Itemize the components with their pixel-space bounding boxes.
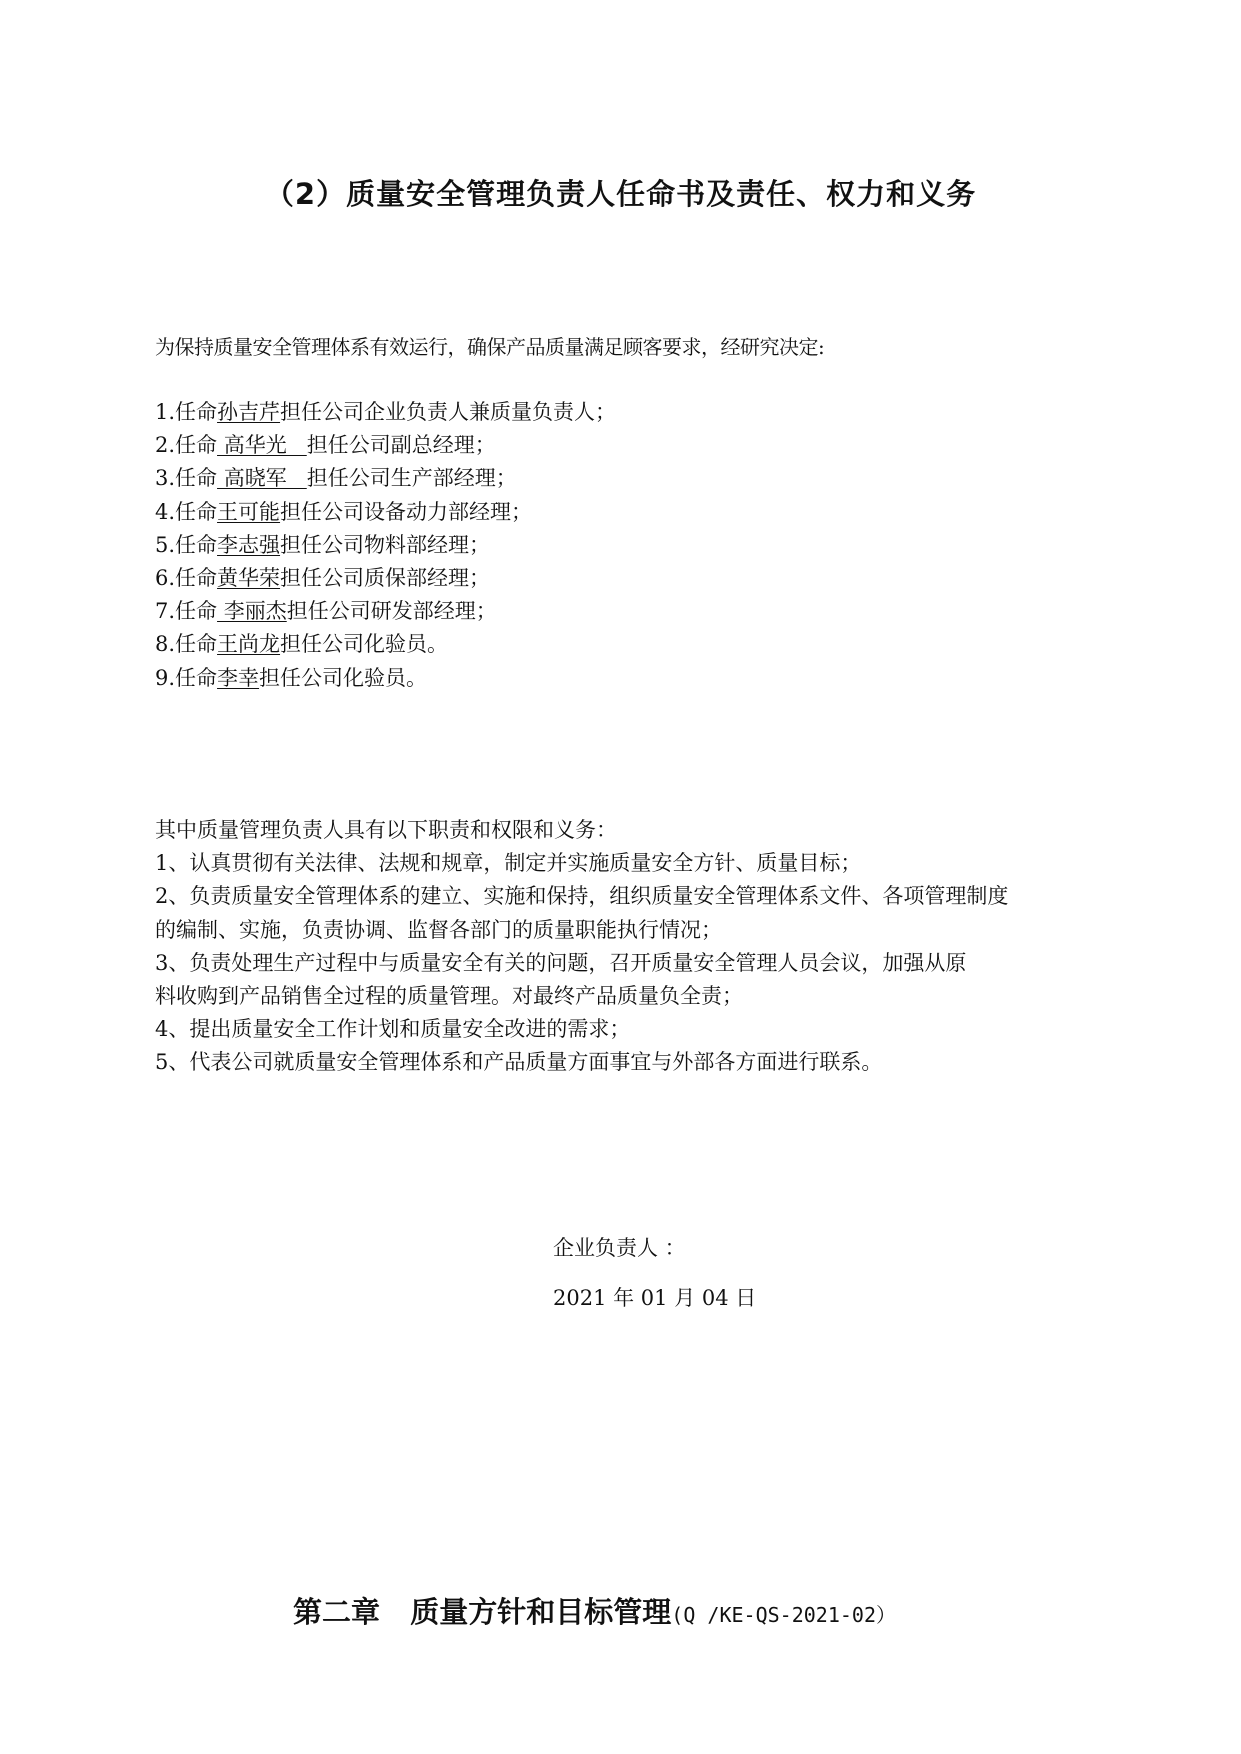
appointee-name: 王尚龙 xyxy=(217,632,281,657)
chapter-code: (Q /KE-QS-2021-02） xyxy=(671,1603,896,1627)
signer-label: 企业负责人 ： xyxy=(553,1236,686,1260)
appointment-prefix: 3.任命 xyxy=(155,466,218,491)
appointment-prefix: 5.任命 xyxy=(155,532,218,557)
appointment-role: 担任公司副总经理； xyxy=(306,433,496,458)
appointment-role: 担任公司研发部经理； xyxy=(286,599,497,624)
appointment-role: 担任公司化验员。 xyxy=(259,665,428,690)
duties-heading: 其中质量管理负责人具有以下职责和权限和义务： xyxy=(155,818,617,842)
appointment-role: 担任公司企业负责人兼质量负责人； xyxy=(280,400,617,424)
appointment-item xyxy=(155,462,616,495)
duty-line: 5、代表公司就质量安全管理体系和产品质量方面事宜与外部各方面进行联系。 xyxy=(155,1050,883,1075)
appointment-item xyxy=(155,496,616,529)
duties-section xyxy=(155,814,1115,1080)
appointee-name: 王可能 xyxy=(217,499,281,524)
chapter-title: 第二章 质量方针和目标管理 xyxy=(293,1595,672,1629)
duty-line: 4、提出质量安全工作计划和质量安全改进的需求； xyxy=(155,1017,631,1042)
intro-paragraph: 为保持质量安全管理体系有效运行，确保产品质量满足顾客要求，经研究决定: xyxy=(155,335,825,359)
appointment-item xyxy=(155,628,616,661)
appointment-item xyxy=(155,562,616,595)
appointment-prefix: 9.任命 xyxy=(155,665,218,690)
duty-line: 的编制、实施，负责协调、监督各部门的质量职能执行情况； xyxy=(155,917,722,942)
appointment-prefix: 6.任命 xyxy=(155,565,218,590)
appointment-prefix: 2.任命 xyxy=(155,433,218,458)
appointment-role: 担任公司设备动力部经理； xyxy=(280,499,533,524)
duty-line: 料收购到产品销售全过程的质量管理。对最终产品质量负全责； xyxy=(155,983,743,1008)
duty-line: 2、负责质量安全管理体系的建立、实施和保持，组织质量安全管理体系文件、各项管理制度 xyxy=(155,884,1009,909)
appointment-role: 担任公司物料部经理； xyxy=(280,532,491,557)
duty-line: 1、认真贯彻有关法律、法规和规章，制定并实施质量安全方针、质量目标； xyxy=(155,851,862,876)
appointment-prefix: 4.任命 xyxy=(155,499,218,524)
appointee-name: 李丽杰 xyxy=(217,599,287,624)
appointment-role: 担任公司化验员。 xyxy=(280,632,449,657)
chapter-heading xyxy=(293,1590,896,1631)
appointee-name: 高华光 xyxy=(217,433,307,458)
appointee-name: 高晓军 xyxy=(217,466,307,491)
appointee-name: 李幸 xyxy=(217,665,260,690)
appointment-item xyxy=(155,429,616,462)
appointment-prefix: 8.任命 xyxy=(155,632,218,657)
appointment-role: 担任公司质保部经理； xyxy=(280,565,491,590)
appointment-item xyxy=(155,529,616,562)
duty-line: 3、负责处理生产过程中与质量安全有关的问题，召开质量安全管理人员会议，加强从原 xyxy=(155,950,967,975)
appointment-item xyxy=(155,595,616,628)
appointee-name: 黄华荣 xyxy=(217,565,281,590)
document-date: 2021 年 01 月 04 日 xyxy=(553,1286,757,1310)
document-title: （2）质量安全管理负责人任命书及责任、权力和义务 xyxy=(264,177,977,211)
appointment-item xyxy=(155,662,616,695)
appointment-list xyxy=(155,396,616,695)
appointee-name: 李志强 xyxy=(217,532,281,557)
appointment-role: 担任公司生产部经理； xyxy=(306,466,517,491)
appointee-name: 孙吉芹 xyxy=(217,400,281,424)
appointment-prefix: 7.任命 xyxy=(155,599,218,624)
appointment-item xyxy=(155,396,616,429)
appointment-prefix: 1.任命 xyxy=(155,400,218,424)
